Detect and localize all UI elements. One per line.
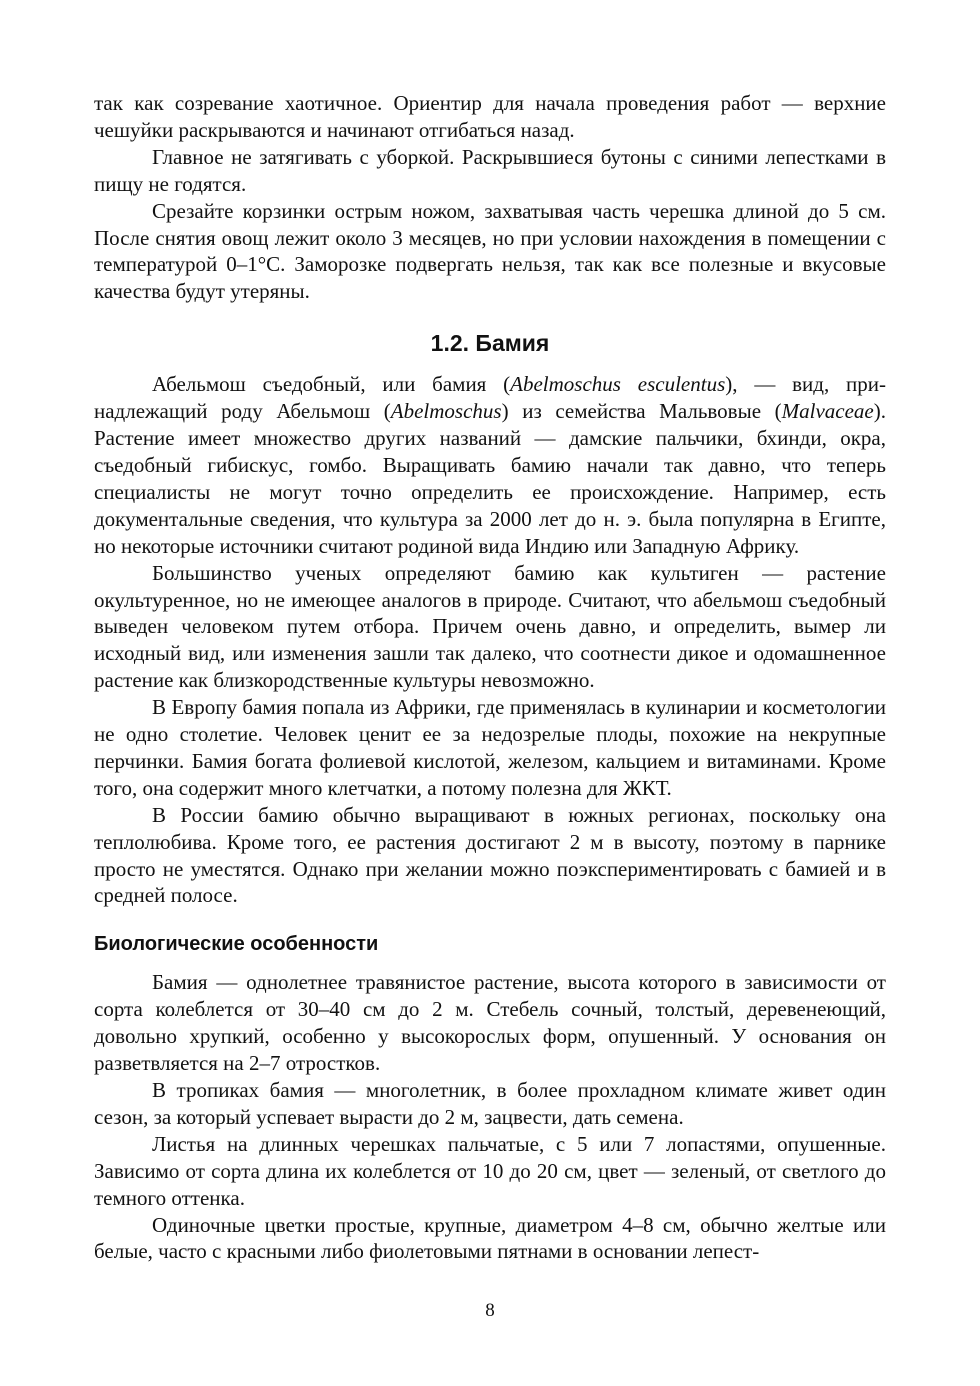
paragraph: Абельмош съедобный, или бамия (Abelmoschus esculentus), — вид, принадлежащий роду Абельмош (Abelmoschus) из семейства Мальвовые (Malvaceae). Растение имеет множество других названий — дамские пальчики, бхинди, окра, съедобный гибискус, гомбо. Выращивать бамию начали так давно, что теперь специалисты не могут точно определить ее происхождение. Например, есть документальные сведения, что культура за 2000 лет до н. э. была популярна в Египте, но некоторые источники считают родиной вида Индию или Западную Африку. [94, 372, 887, 558]
paragraph: Бамия — однолетнее травянистое растение, высота которого в зависимости от сорта колеблется от 30–40 см до 2 м. Стебель сочный, толстый, деревенеющий, довольно хрупкий, особенно у высокорослых форм, опушенный. У основания он разветвляется на 2–7 отростков. [94, 970, 886, 1076]
subsection-heading: Биологические особенности [94, 933, 379, 956]
paragraph: Большинство ученых определяют бамию как культиген — растение окультуренное, но не имеющее аналогов в природе. Считают, что абельмош съедобный выведен человеком путем отбора. Причем очень давно, и определить, вымер ли исходный вид, или изменения зашли так далеко, что соотнести дикое и одомашненное растение как близкородственные культуры невозможно. [94, 560, 886, 693]
latin-name: Abelmoschus esculentus [510, 372, 726, 397]
latin-name: Malvaceae [781, 399, 874, 424]
paragraph: Листья на длинных черешках пальчатые, с 5 или 7 лопастями, опушенные. Зависимо от сорта длина их колеблется от 10 до 20 см, цвет — зеленый, от светлого до темного оттенка. [94, 1131, 886, 1210]
paragraph: В тропиках бамия — многолетник, в более прохладном климате живет один сезон, за который успевает вырасти до 2 м, зацвести, дать семена. [94, 1078, 886, 1129]
page-number: 8 [485, 1300, 495, 1321]
section-number: 1.2. [430, 330, 470, 357]
paragraph: В России бамию обычно выращивают в южных регионах, поскольку она теплолюбива. Кроме того, ее растения достигают 2 м в высоту, поэтому в парнике просто не уместятся. Однако при желании можно поэкспериментировать с бамией и в средней полосе. [94, 802, 886, 908]
page-content [94, 90, 886, 1265]
paragraph: так как созревание хаотичное. Ориентир для начала проведения работ — верхние чешуйки раскрываются и начинают отгибаться назад. [94, 91, 886, 142]
paragraph: Срезайте корзинки острым ножом, захватывая часть черешка длиной до 5 см. После снятия овощ лежит около 3 месяцев, но при условии нахождения в помещении с температурой 0–1°С. Заморозке подвергать нельзя, так как все полезные и вкусовые качества будут утеряны. [94, 198, 886, 304]
paragraph: Главное не затягивать с уборкой. Раскрывшиеся бутоны с синими лепестками в пищу не годятся. [94, 144, 886, 196]
section-title: Бамия [475, 330, 550, 357]
latin-name: Abelmoschus [390, 399, 502, 424]
paragraph: Одиночные цветки простые, крупные, диаметром 4–8 см, обычно желтые или белые, часто с красными либо фиолетовыми пятнами в основании лепест- [94, 1212, 886, 1264]
paragraph: В Европу бамия попала из Африки, где применялась в кулинарии и косметологии не одно столетие. Человек ценит ее за недозрелые плоды, похожие на некрупные перчинки. Бамия богата фолиевой кислотой, железом, кальцием и витаминами. Кроме того, она содержит много клетчатки, а потому полезна для ЖКТ. [94, 695, 886, 800]
section-heading [94, 328, 886, 358]
